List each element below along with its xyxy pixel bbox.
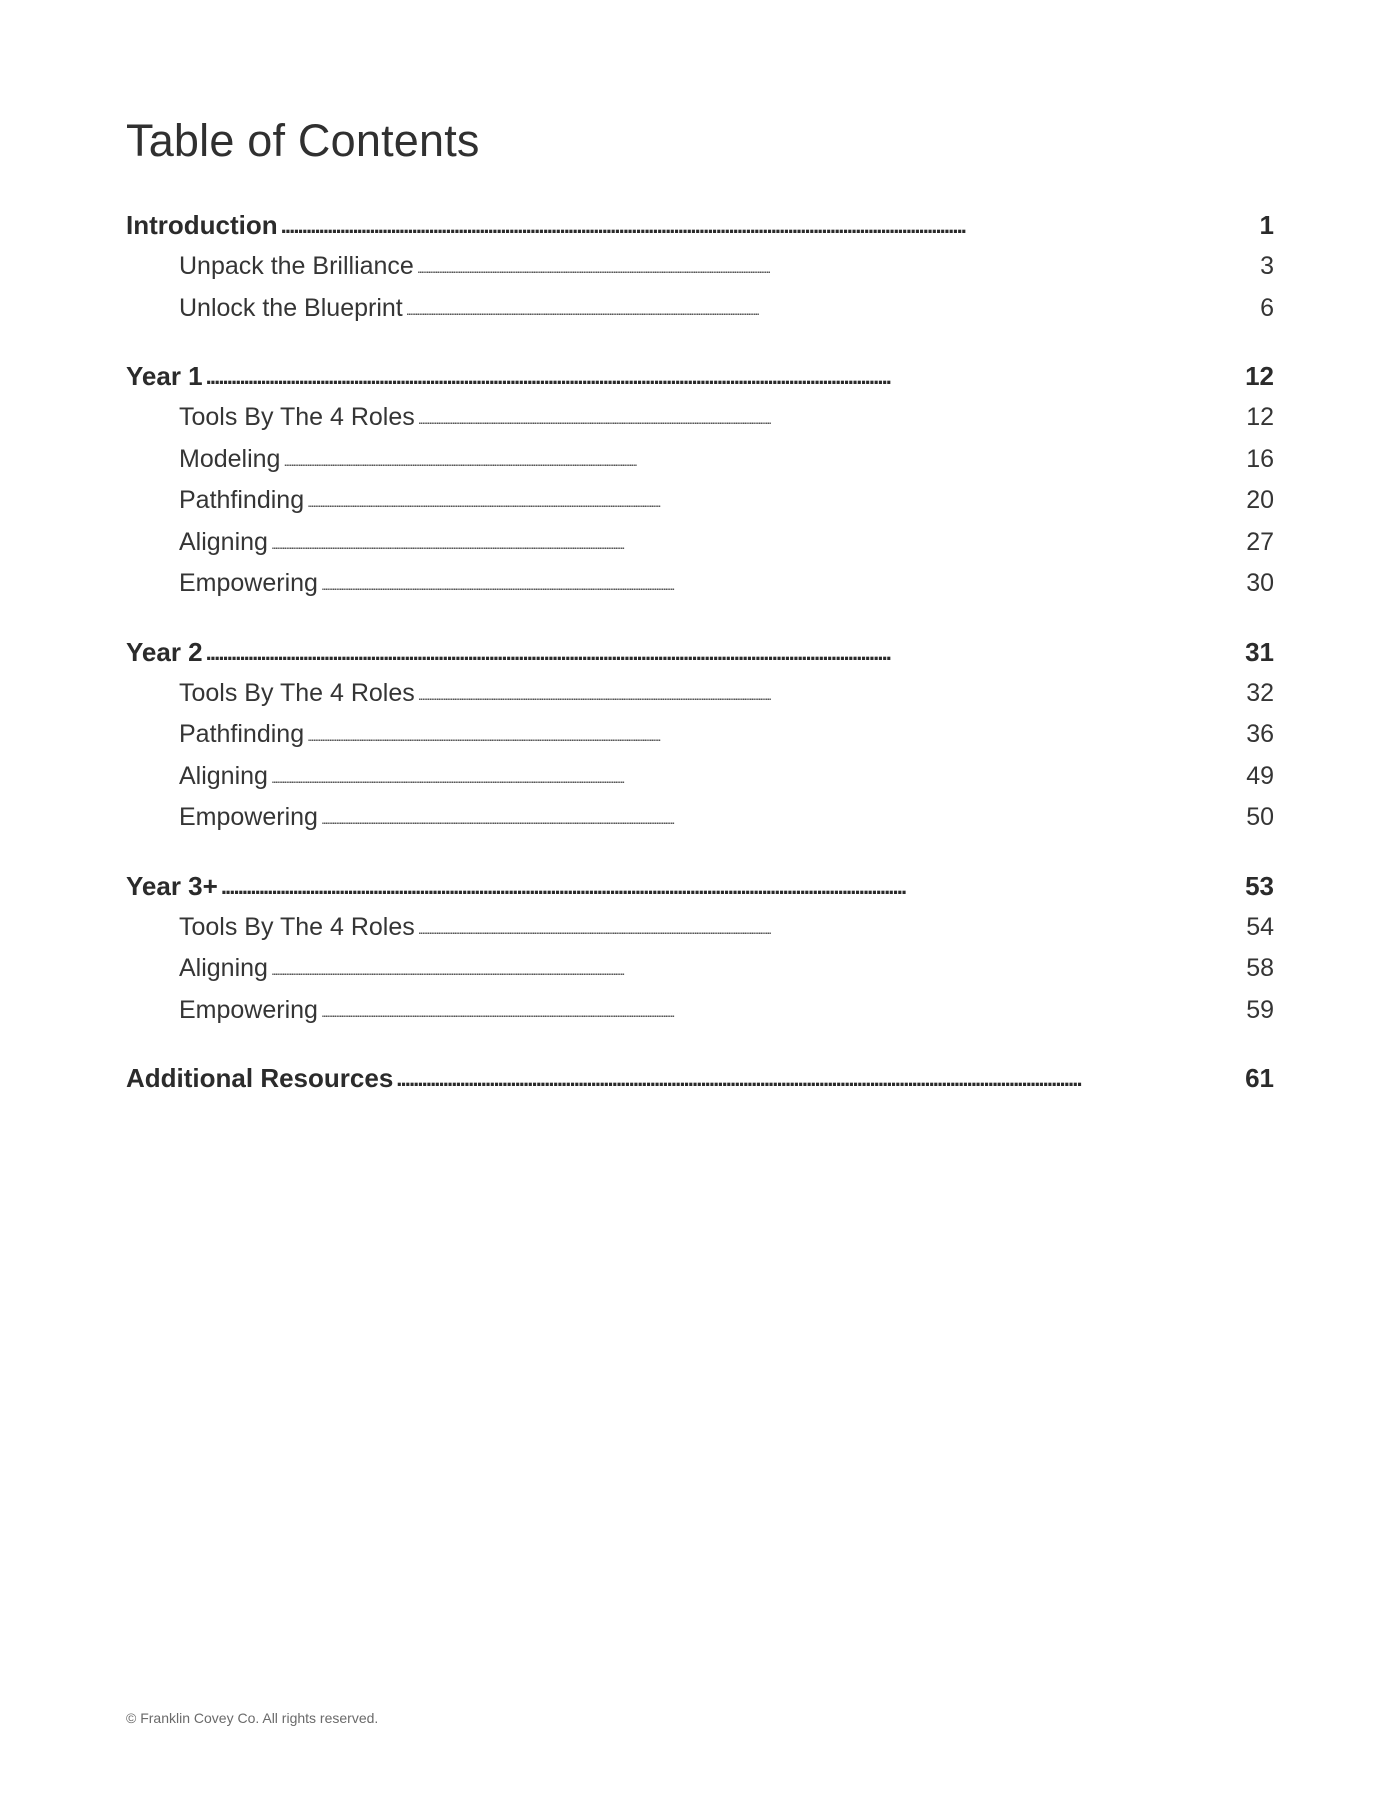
- toc-subentry-unpack-the-brilliance[interactable]: [126, 252, 1274, 294]
- toc-entry-page: 1: [1259, 210, 1274, 240]
- toc-subentry-page: 49: [1246, 761, 1274, 790]
- dot-leader: [418, 912, 1243, 941]
- dot-leader: [271, 953, 1243, 982]
- toc-entry-introduction[interactable]: [126, 210, 1274, 252]
- toc-subentry-empowering[interactable]: [126, 569, 1274, 611]
- toc-subentry-aligning[interactable]: [126, 954, 1274, 996]
- dot-leader: [221, 870, 1242, 901]
- toc-subentry-aligning[interactable]: [126, 528, 1274, 570]
- page-title: Table of Contents: [126, 115, 480, 166]
- dot-leader: [396, 1062, 1242, 1093]
- toc-subentry-label: Pathfinding: [179, 486, 305, 514]
- toc-subentry-label: Aligning: [179, 527, 268, 556]
- toc-entry-year-1[interactable]: [126, 361, 1274, 403]
- dot-leader: [307, 719, 1243, 748]
- toc-subentry-page: 32: [1246, 678, 1274, 707]
- dot-leader: [283, 444, 1243, 473]
- toc-subentry-page: 16: [1246, 444, 1274, 473]
- toc-subentry-page: 3: [1260, 252, 1274, 280]
- dot-leader: [206, 360, 1242, 391]
- toc-subentry-tools-by-the-4-roles[interactable]: [126, 403, 1274, 445]
- toc-subentry-label: Tools By The 4 Roles: [179, 403, 415, 431]
- toc-entry-page: 31: [1245, 636, 1274, 667]
- toc-entry-page: 53: [1245, 870, 1274, 901]
- toc-subentry-label: Aligning: [179, 761, 268, 790]
- dot-leader: [307, 485, 1243, 514]
- toc-subentry-label: Empowering: [179, 569, 318, 597]
- dot-leader: [271, 527, 1243, 556]
- toc-entry-year-3-plus[interactable]: [126, 871, 1274, 913]
- toc-subentry-pathfinding[interactable]: [126, 486, 1274, 528]
- toc-entry-additional-resources[interactable]: [126, 1063, 1274, 1105]
- copyright-footer: © Franklin Covey Co. All rights reserved.: [126, 1710, 379, 1726]
- toc-subentry-modeling[interactable]: [126, 445, 1274, 487]
- toc-section-year-2: [126, 637, 1274, 845]
- toc-subentry-label: Modeling: [179, 444, 281, 473]
- toc-entry-label: Year 1: [126, 361, 203, 391]
- toc-subentry-label: Empowering: [179, 995, 318, 1024]
- toc-subentry-empowering[interactable]: [126, 996, 1274, 1038]
- toc-entry-year-2[interactable]: [126, 637, 1274, 679]
- toc-section-year-1: [126, 361, 1274, 611]
- toc-subentry-label: Tools By The 4 Roles: [179, 912, 415, 941]
- toc-subentry-label: Unpack the Brilliance: [179, 252, 414, 280]
- toc-section-year-3-plus: [126, 871, 1274, 1038]
- toc-section-additional-resources: [126, 1063, 1274, 1105]
- dot-leader: [281, 209, 1257, 240]
- toc-subentry-aligning[interactable]: [126, 762, 1274, 804]
- toc-entry-page: 61: [1245, 1063, 1274, 1093]
- toc-subentry-unlock-the-blueprint[interactable]: [126, 294, 1274, 336]
- toc-subentry-label: Unlock the Blueprint: [179, 293, 403, 322]
- toc-subentry-page: 12: [1246, 403, 1274, 431]
- toc-subentry-empowering[interactable]: [126, 803, 1274, 845]
- dot-leader: [271, 761, 1243, 790]
- dot-leader: [418, 678, 1243, 707]
- dot-leader: [417, 251, 1257, 280]
- dot-leader: [321, 802, 1243, 831]
- toc-section-introduction: [126, 210, 1274, 335]
- table-of-contents: [126, 210, 1274, 1131]
- dot-leader: [321, 995, 1243, 1024]
- dot-leader: [321, 568, 1243, 597]
- toc-entry-label: Introduction: [126, 210, 278, 240]
- toc-subentry-pathfinding[interactable]: [126, 720, 1274, 762]
- toc-subentry-label: Pathfinding: [179, 720, 305, 748]
- toc-subentry-page: 20: [1246, 486, 1274, 514]
- toc-entry-label: Additional Resources: [126, 1063, 394, 1093]
- dot-leader: [206, 636, 1242, 667]
- toc-subentry-page: 59: [1246, 995, 1274, 1024]
- toc-entry-label: Year 3+: [126, 870, 218, 901]
- toc-subentry-page: 30: [1246, 569, 1274, 597]
- toc-subentry-label: Tools By The 4 Roles: [179, 678, 415, 707]
- toc-subentry-page: 58: [1246, 954, 1274, 982]
- toc-subentry-tools-by-the-4-roles[interactable]: [126, 679, 1274, 721]
- dot-leader: [406, 293, 1257, 322]
- dot-leader: [418, 402, 1243, 431]
- toc-subentry-page: 6: [1260, 293, 1274, 322]
- toc-subentry-tools-by-the-4-roles[interactable]: [126, 913, 1274, 955]
- toc-subentry-page: 50: [1246, 803, 1274, 831]
- toc-entry-label: Year 2: [126, 636, 203, 667]
- toc-subentry-page: 36: [1246, 720, 1274, 748]
- toc-subentry-label: Aligning: [179, 954, 268, 982]
- toc-entry-page: 12: [1245, 361, 1274, 391]
- toc-subentry-page: 27: [1246, 527, 1274, 556]
- toc-subentry-page: 54: [1246, 912, 1274, 941]
- toc-subentry-label: Empowering: [179, 803, 318, 831]
